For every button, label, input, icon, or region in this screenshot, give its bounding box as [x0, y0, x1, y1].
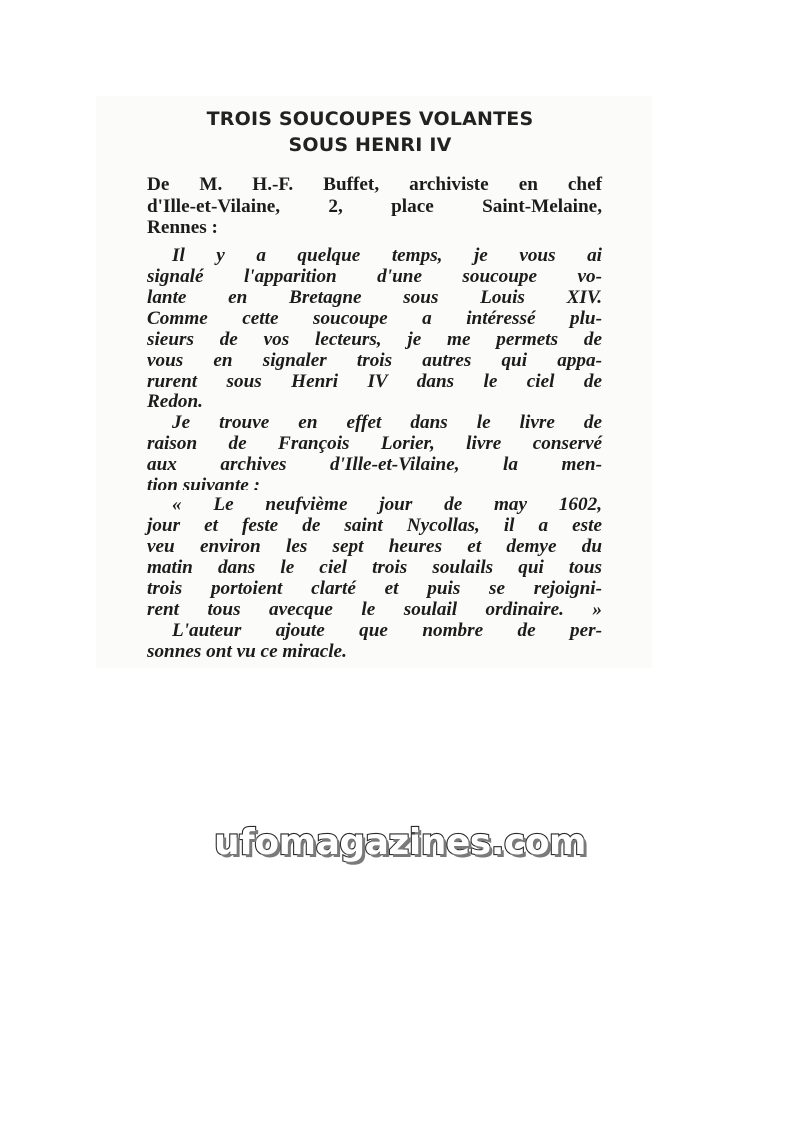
article-title-line-2: SOUS HENRI IV — [288, 134, 452, 156]
quote-line: jour et feste de saint Nycollas, il a este — [147, 515, 602, 536]
article-title-line-1: TROIS SOUCOUPES VOLANTES — [206, 108, 534, 130]
quote-line: veu environ les sept heures et demye du — [147, 536, 602, 557]
body-text-line: signalé l'apparition d'une soucoupe vo- — [147, 266, 602, 287]
body-text-line: sonnes ont vu ce miracle. — [147, 641, 347, 662]
quote-line: matin dans le ciel trois soulails qui tous — [147, 557, 602, 578]
body-text-line: lante en Bretagne sous Louis XIV. — [147, 287, 602, 308]
body-text-line: raison de François Lorier, livre conservé — [147, 433, 602, 454]
byline-line: d'Ille-et-Vilaine, 2, place Saint-Melaine, — [147, 196, 602, 217]
body-text-line: aux archives d'Ille-et-Vilaine, la men- — [147, 454, 602, 475]
body-text-line: sieurs de vos lecteurs, je me permets de — [147, 329, 602, 350]
body-text-line: tion suivante : — [147, 475, 261, 490]
body-text-line: Redon. — [147, 391, 203, 412]
quote-line: « Le neufvième jour de may 1602, — [172, 494, 602, 515]
body-text-line: Il y a quelque temps, je vous ai — [172, 245, 602, 266]
quote-line: rent tous avecque le soulail ordinaire. » — [147, 599, 602, 620]
byline-line: De M. H.-F. Buffet, archiviste en chef — [147, 174, 602, 195]
body-text-line: rurent sous Henri IV dans le ciel de — [147, 371, 602, 392]
body-text-line: Comme cette soucoupe a intéressé plu- — [147, 308, 602, 329]
body-text-line: Je trouve en effet dans le livre de — [172, 412, 602, 433]
quote-line: trois portoient clarté et puis se rejoigni- — [147, 578, 602, 599]
watermark-text: ufomagazines.com — [214, 822, 586, 863]
byline-line: Rennes : — [147, 217, 218, 238]
body-text-line: L'auteur ajoute que nombre de per- — [172, 620, 602, 641]
body-text-line: vous en signaler trois autres qui appa- — [147, 350, 602, 371]
